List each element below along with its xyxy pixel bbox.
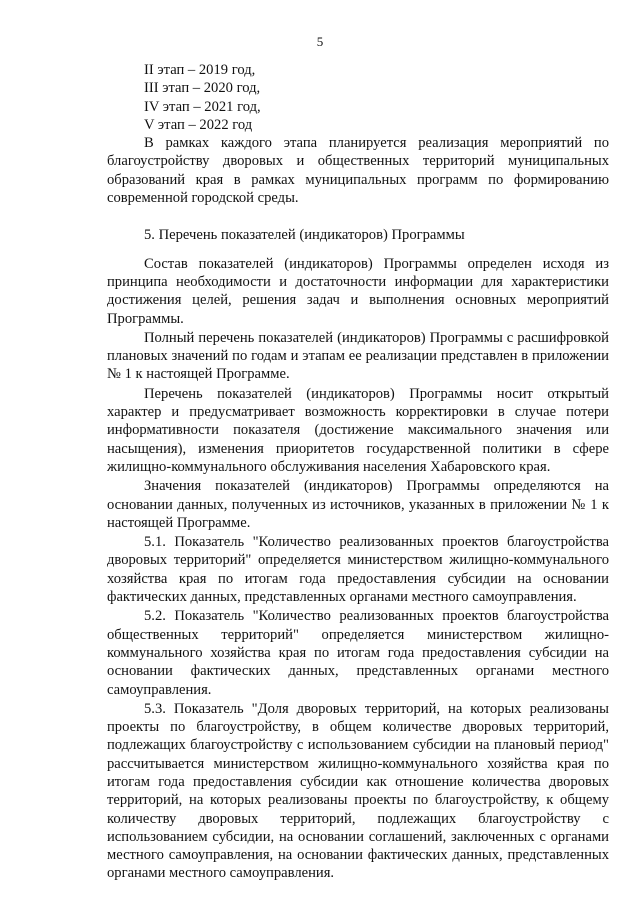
stage-line: V этап – 2022 год [144,116,253,133]
stage-line: II этап – 2019 год, [144,62,256,78]
page-number: 5 [316,34,324,49]
paragraph: Значения показателей (индикаторов) Программы определяются на основании данных, полученных из источников, указанных в приложении № 1 к настоящей Программе. [107,478,609,531]
paragraph: Перечень показателей (индикаторов) Программы носит открытый характер и предусматривает возможность корректировки в случае потери информативности показателя (достижение максимального значения или насыщения), изменения приоритетов государственной политики в сфере жилищно-коммунального обслуживания населения Хабаровского края. [107,385,609,475]
stage-line: IV этап – 2021 год, [144,98,261,115]
intro-paragraph: В рамках каждого этапа планируется реализация мероприятий по благоустройству дворовых и общественных территорий муниципальных образований края в рамках муниципальных программ по формированию современной городской среды. [107,135,609,207]
indicator-5-1-paragraph: 5.1. Показатель "Количество реализованных проектов благоустройства дворовых территорий" определяется министерством жилищно-коммунального хозяйства края по итогам года предоставления субсидии на основании фактических данных, представленных органами местного самоуправления. [107,534,609,606]
stage-line: III этап – 2020 год, [144,80,261,97]
indicator-5-3-paragraph: 5.3. Показатель "Доля дворовых территорий, на которых реализованы проекты по благоустройству, в общем количестве дворовых территорий, подлежащих благоустройству с использованием субсидии на плановый период" рассчитывается министерством жилищно-коммунального хозяйства края по итогам года предоставления субсидии как отношение количества дворовых территорий, на которых реализованы проекты по благоустройству, к общему количеству дворовых территорий, подлежащих благоустройству с использованием субсидии, на основании соглашений, заключенных с органами местного самоуправления, на основании фактических данных, представленных органами местного самоуправления. [107,700,609,882]
section-heading: 5. Перечень показателей (индикаторов) Программы [144,227,465,244]
paragraph: Полный перечень показателей (индикаторов) Программы с расшифровкой плановых значений по годам и этапам ее реализации представлен в приложении № 1 к настоящей Программе. [107,329,609,383]
page-content [107,61,609,883]
indicator-5-2-paragraph: 5.2. Показатель "Количество реализованных проектов благоустройства общественных территорий" определяется министерством жилищно-коммунального хозяйства края по итогам года предоставления субсидии на основании фактических данных, представленных органами местного самоуправления. [107,608,609,698]
paragraph: Состав показателей (индикаторов) Программы определен исходя из принципа необходимости и достаточности информации для характеристики достижения целей, решения задач и выполнения основных мероприятий Программы. [107,255,609,327]
